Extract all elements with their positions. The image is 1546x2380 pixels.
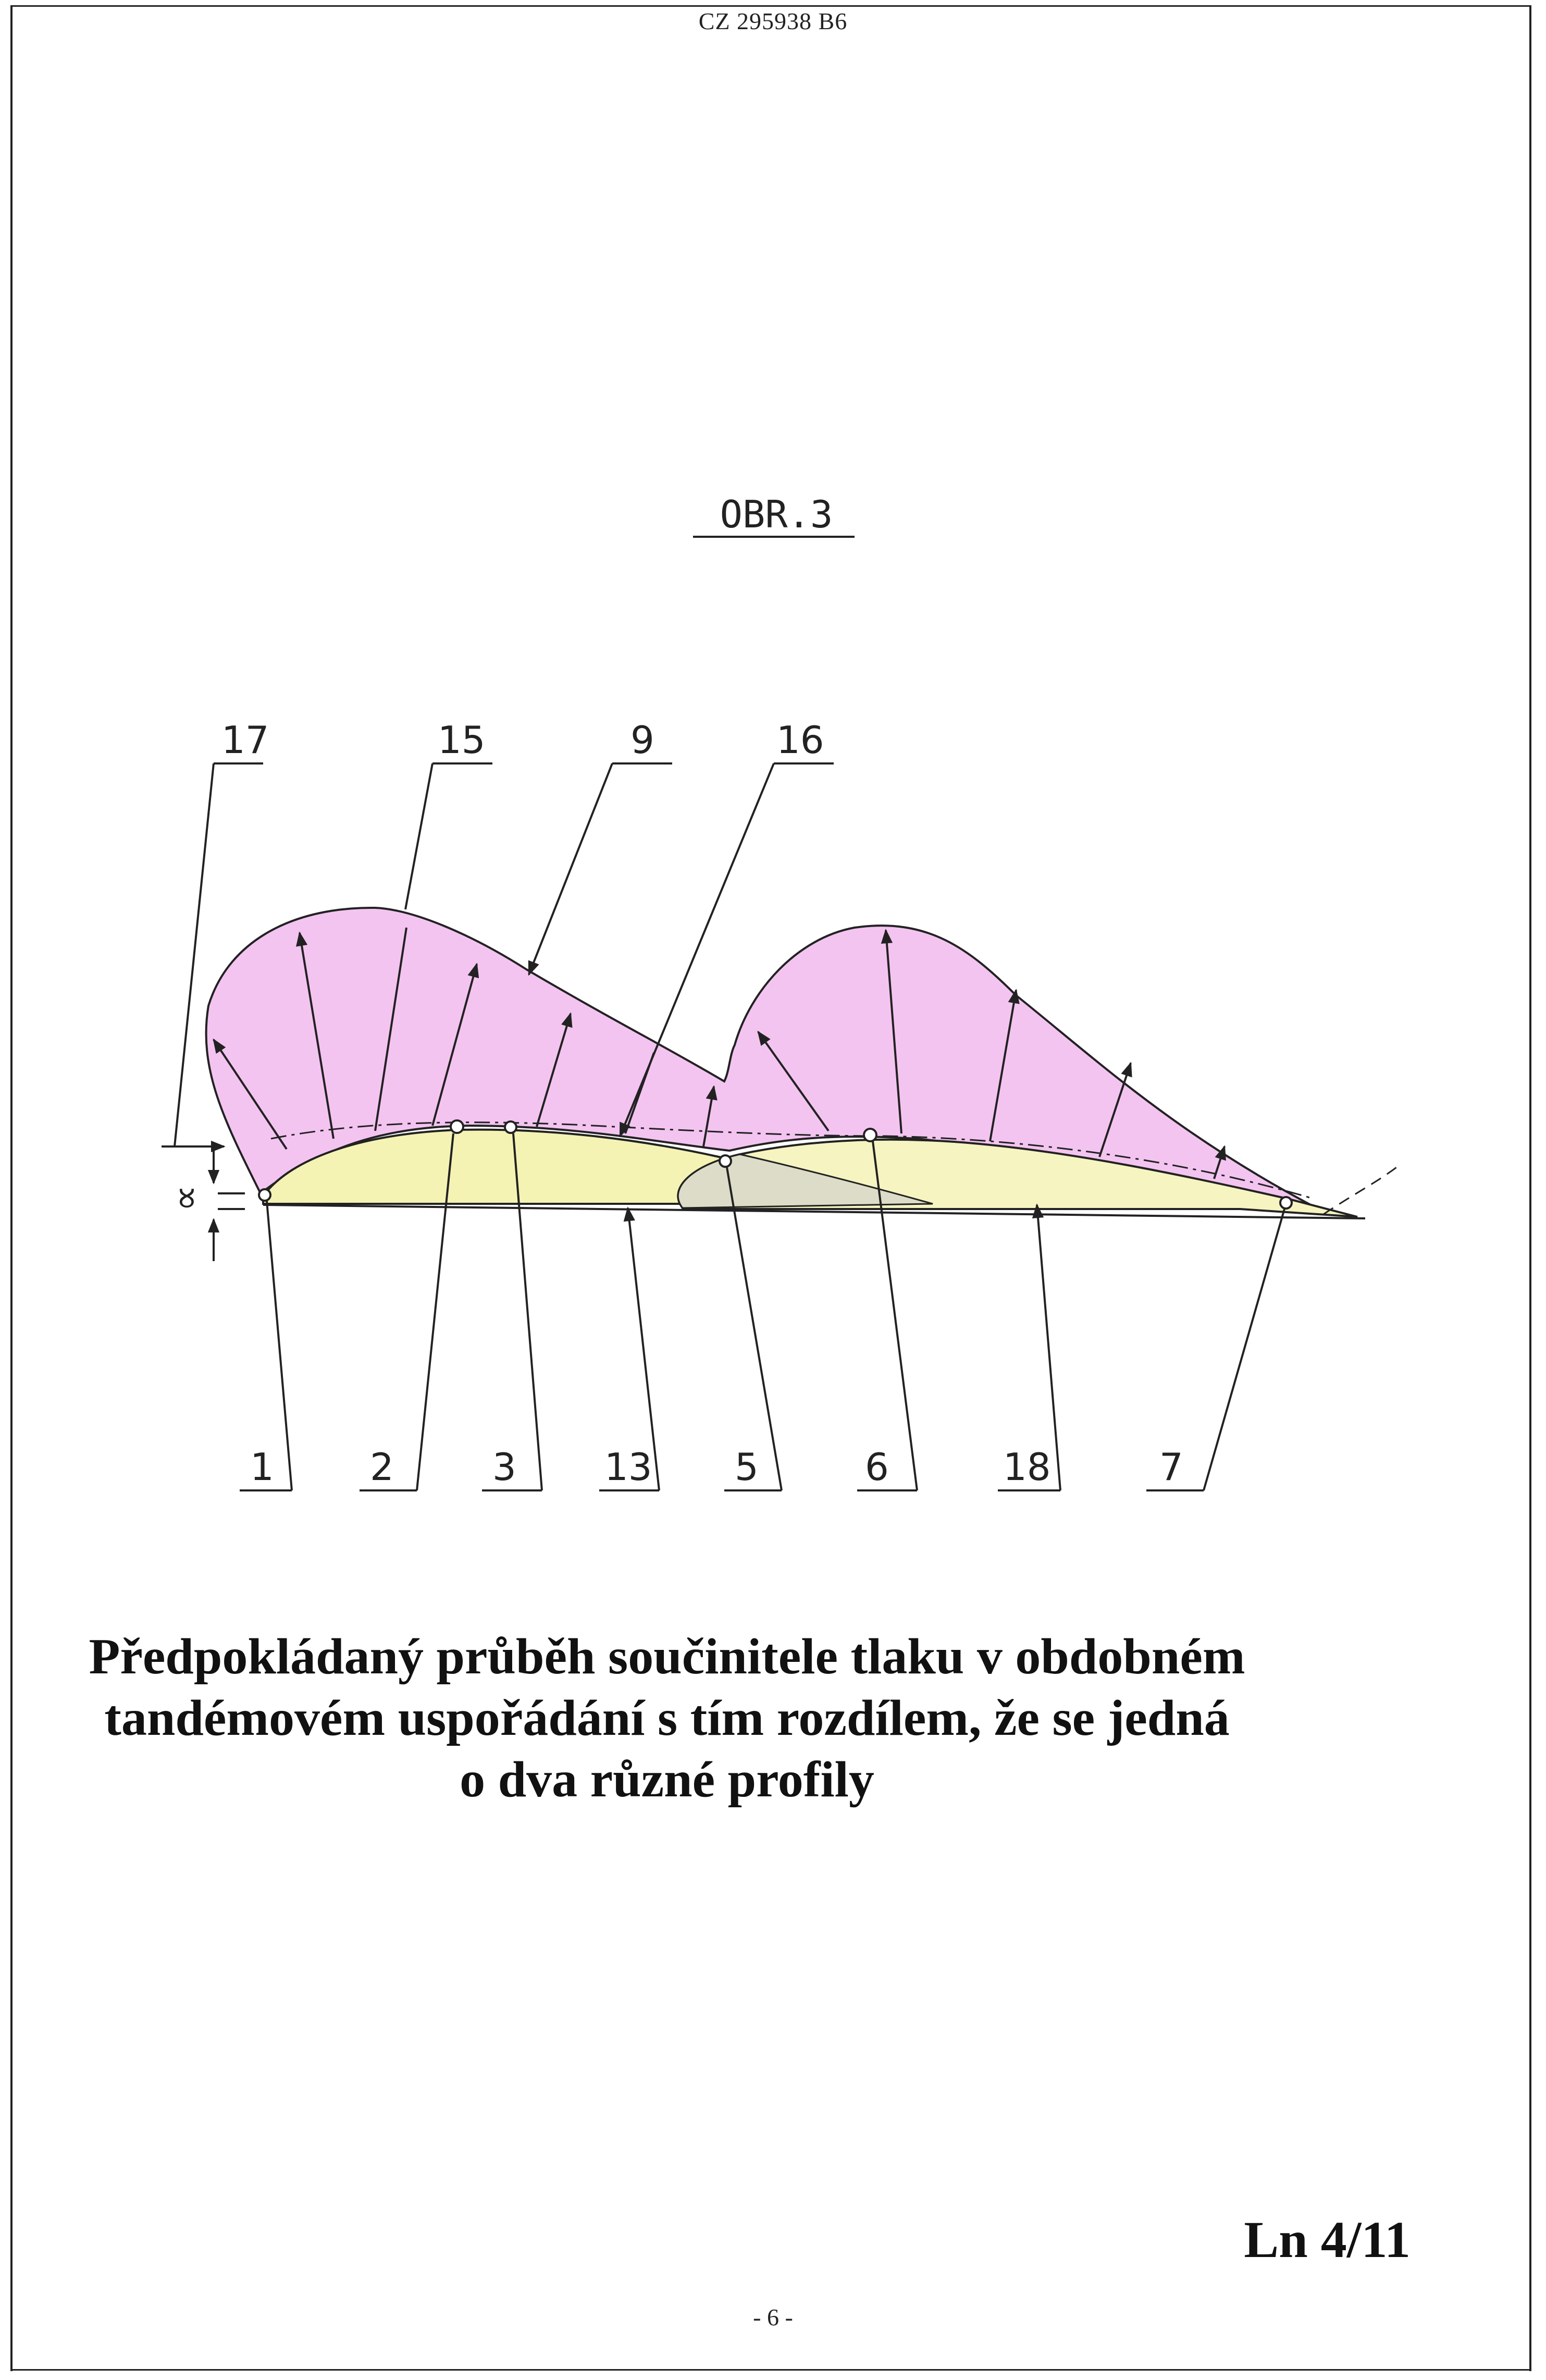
label-17: 17 (221, 718, 269, 762)
point-5 (720, 1155, 731, 1167)
label-1: 1 (250, 1445, 274, 1489)
label-13: 13 (604, 1445, 652, 1489)
label-7: 7 (1159, 1445, 1183, 1489)
label-15: 15 (438, 718, 486, 762)
caption-line-3: o dva různé profily (460, 1752, 874, 1808)
figure-title: OBR.3 (720, 492, 833, 536)
label-5: 5 (735, 1445, 759, 1489)
page-number: - 6 - (753, 2304, 793, 2330)
patent-number: CZ 295938 B6 (698, 8, 848, 34)
sheet-code: Ln 4/11 (1244, 2211, 1411, 2268)
caption-line-1: Předpokládaný průběh součinitele tlaku v obdobném (89, 1629, 1245, 1685)
label-6: 6 (865, 1445, 889, 1489)
point-7 (1280, 1197, 1292, 1209)
point-6 (864, 1129, 876, 1141)
caption-line-2: tandémovém uspořádání s tím rozdílem, že se jedná (104, 1690, 1230, 1746)
label-3: 3 (492, 1445, 516, 1489)
point-1 (259, 1189, 270, 1201)
label-18: 18 (1003, 1445, 1051, 1489)
figure-caption (0, 1626, 1334, 1810)
angle-symbol: ∝ (163, 1185, 207, 1212)
trailing-extension-line (1324, 1167, 1396, 1214)
leader-9 (529, 763, 672, 975)
label-16: 16 (776, 718, 824, 762)
label-2: 2 (370, 1445, 394, 1489)
point-2 (451, 1120, 463, 1133)
angle-indicator (214, 1149, 245, 1261)
leader-5 (727, 1167, 782, 1490)
label-9: 9 (630, 718, 654, 762)
leader-15 (405, 763, 492, 909)
leader-7 (1204, 1209, 1284, 1490)
point-3 (505, 1121, 516, 1133)
